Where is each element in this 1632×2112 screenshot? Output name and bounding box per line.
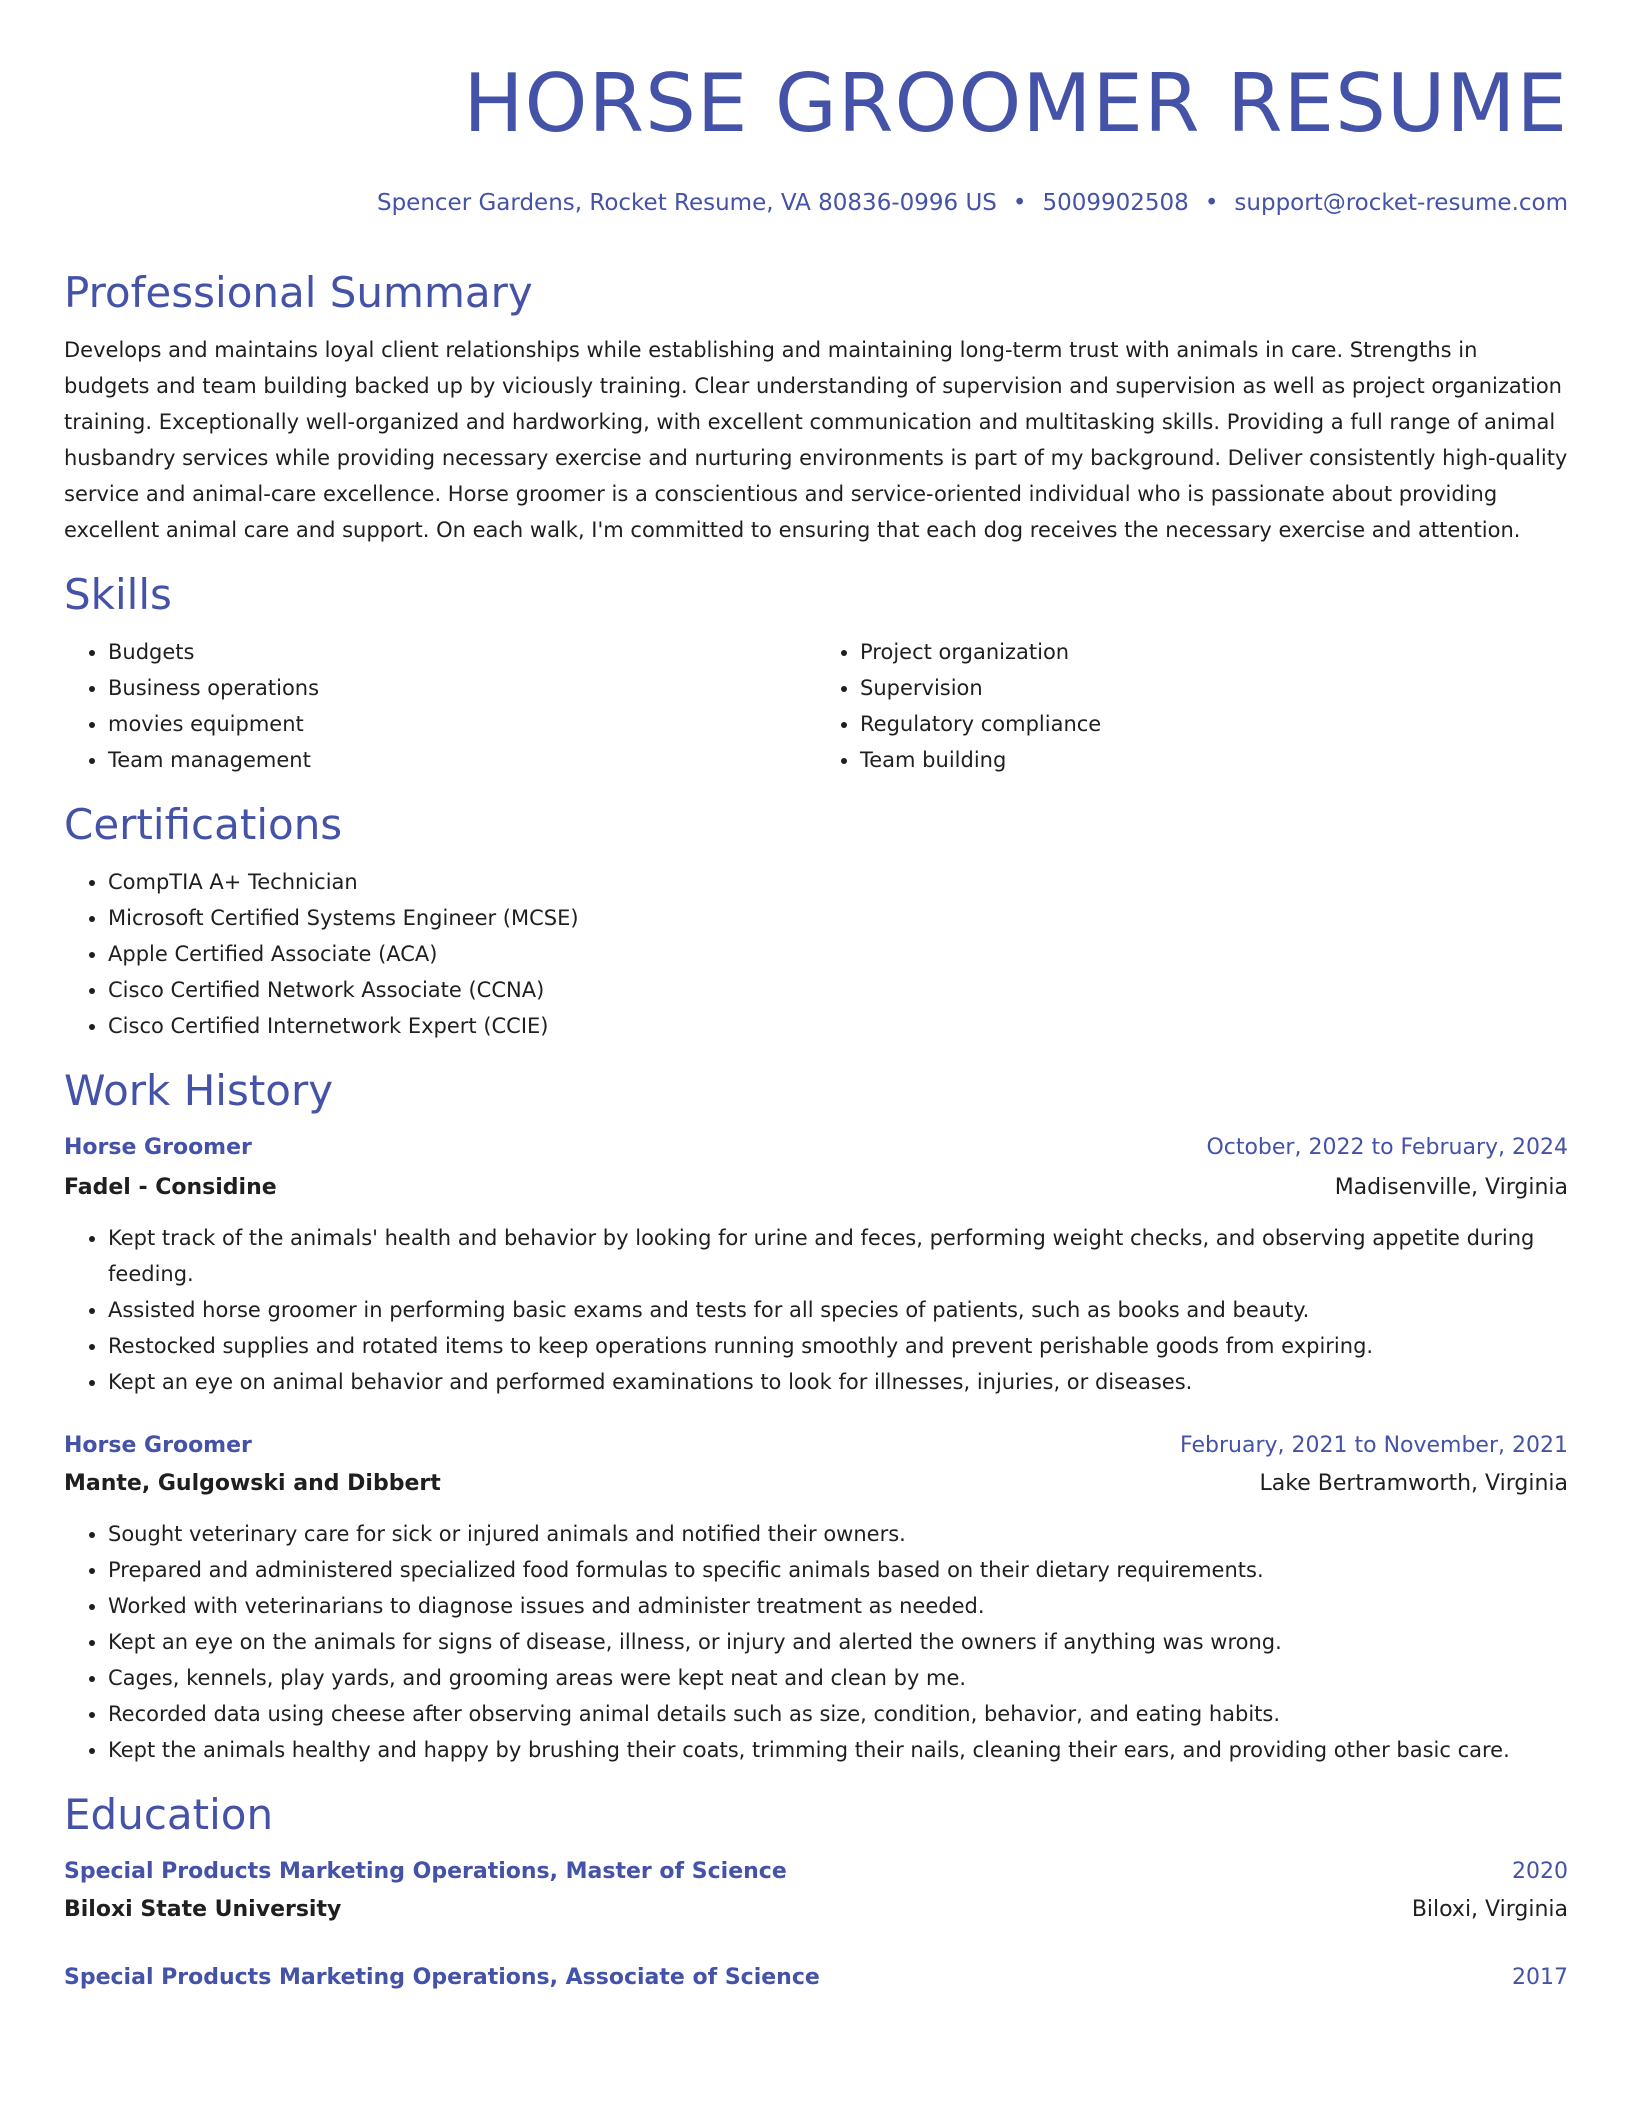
job-title: Horse Groomer (64, 1433, 252, 1458)
contact-separator: • (1204, 190, 1219, 216)
skill-item: • Project organization (860, 634, 1568, 670)
education-degree: Special Products Marketing Operations, Associate of Science (64, 1965, 820, 1990)
job-company: Fadel - Considine (64, 1175, 277, 1200)
education-heading: Education (64, 1790, 274, 1839)
job-subheader (64, 1466, 1568, 1502)
job-bullet: • Cages, kennels, play yards, and grooming areas were kept neat and clean by me. (108, 1660, 1568, 1696)
education-header (64, 1854, 1568, 1890)
certification-item: • Cisco Certified Network Associate (CCNA) (108, 972, 1568, 1008)
skills-column-right (816, 634, 1568, 778)
certification-item: • Apple Certified Associate (ACA) (108, 936, 1568, 972)
job-bullet: • Restocked supplies and rotated items to keep operations running smoothly and prevent perishable goods from expiring. (108, 1328, 1568, 1364)
job-bullet: • Sought veterinary care for sick or injured animals and notified their owners. (108, 1516, 1568, 1552)
skill-item: • Team building (860, 742, 1568, 778)
contact-line (64, 188, 1568, 218)
skill-item: • Budgets (108, 634, 816, 670)
job-bullet: • Kept the animals healthy and happy by brushing their coats, trimming their nails, cleaning their ears, and providing other basic care. (108, 1732, 1568, 1768)
education-year: 2020 (1512, 1859, 1568, 1884)
certification-item: • CompTIA A+ Technician (108, 864, 1568, 900)
skill-item: • Regulatory compliance (860, 706, 1568, 742)
certifications-list (64, 864, 1568, 1044)
contact-email: support@rocket-resume.com (1234, 190, 1568, 216)
education-location: Biloxi, Virginia (1411, 1897, 1568, 1922)
certification-item: • Cisco Certified Internetwork Expert (CCIE) (108, 1008, 1568, 1044)
job-header (64, 1130, 1568, 1166)
skills-column-left (64, 634, 816, 778)
job-header (64, 1428, 1568, 1464)
education-degree: Special Products Marketing Operations, Master of Science (64, 1859, 787, 1884)
job-title: Horse Groomer (64, 1135, 252, 1160)
skills-list (64, 634, 1568, 778)
education-year: 2017 (1512, 1965, 1568, 1990)
education-school: Biloxi State University (64, 1897, 342, 1922)
job-bullet: • Assisted horse groomer in performing basic exams and tests for all species of patients, such as books and beauty. (108, 1292, 1568, 1328)
job-bullets (64, 1516, 1568, 1768)
contact-separator: • (1012, 190, 1027, 216)
contact-phone: 5009902508 (1042, 190, 1189, 216)
job-dates: February, 2021 to November, 2021 (1180, 1433, 1568, 1458)
summary-text: Develops and maintains loyal client relationships while establishing and maintaining long-term trust with animals in care. Strengths in budgets and team building backed up by viciously training. Clear understanding of supervision and supervision as well as project organization training. Exceptionally well-organized and hardworking, with excellent communication and multitasking skills. Providing a full range of animal husbandry services while providing necessary exercise and nurturing environments is part of my background. Deliver consistently high-quality service and animal-care excellence. Horse groomer is a conscientious and service-oriented individual who is passionate about providing excellent animal care and support. On each walk, I'm committed to ensuring that each dog receives the necessary exercise and attention. (64, 338, 1568, 542)
certifications-heading: Certifications (64, 800, 343, 849)
job-dates: October, 2022 to February, 2024 (1206, 1135, 1568, 1160)
job-subheader (64, 1170, 1568, 1206)
job-location: Madisenville, Virginia (1334, 1175, 1568, 1200)
job-bullet: • Kept track of the animals' health and behavior by looking for urine and feces, performing weight checks, and observing appetite during feeding. (108, 1220, 1568, 1292)
job-bullet: • Prepared and administered specialized food formulas to specific animals based on their dietary requirements. (108, 1552, 1568, 1588)
skill-item: • Business operations (108, 670, 816, 706)
education-subheader (64, 1892, 1568, 1928)
job-bullets (64, 1220, 1568, 1400)
skills-heading: Skills (64, 570, 172, 619)
job-entry (64, 1130, 1568, 1400)
job-bullet: • Kept an eye on the animals for signs of disease, illness, or injury and alerted the owners if anything was wrong. (108, 1624, 1568, 1660)
education-entry (64, 1854, 1568, 1928)
contact-address: Spencer Gardens, Rocket Resume, VA 80836-0996 US (376, 190, 997, 216)
job-bullet: • Kept an eye on animal behavior and performed examinations to look for illnesses, injuries, or diseases. (108, 1364, 1568, 1400)
job-location: Lake Bertramworth, Virginia (1259, 1471, 1568, 1496)
summary-heading: Professional Summary (64, 268, 533, 317)
work-heading: Work History (64, 1066, 334, 1115)
job-bullet: • Recorded data using cheese after observing animal details such as size, condition, behavior, and eating habits. (108, 1696, 1568, 1732)
resume-title: HORSE GROOMER RESUME (463, 57, 1568, 150)
certification-item: • Microsoft Certified Systems Engineer (MCSE) (108, 900, 1568, 936)
job-company: Mante, Gulgowski and Dibbert (64, 1471, 441, 1496)
skill-item: • Supervision (860, 670, 1568, 706)
job-bullet: • Worked with veterinarians to diagnose issues and administer treatment as needed. (108, 1588, 1568, 1624)
skill-item: • movies equipment (108, 706, 816, 742)
education-entry (64, 1960, 1568, 1996)
education-header (64, 1960, 1568, 1996)
job-entry (64, 1428, 1568, 1768)
skill-item: • Team management (108, 742, 816, 778)
